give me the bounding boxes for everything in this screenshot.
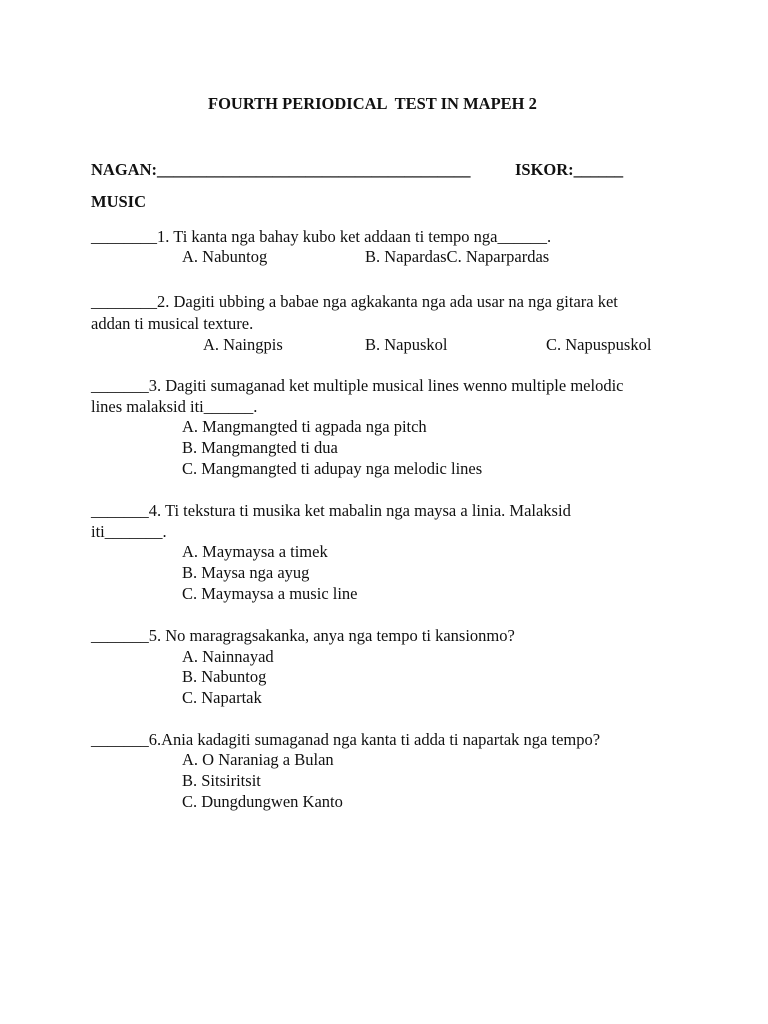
question-3-option-a: A. Mangmangted ti agpada nga pitch (182, 417, 427, 436)
question-6-option-c: C. Dungdungwen Kanto (182, 792, 343, 811)
question-2-option-a: A. Naingpis (203, 335, 283, 354)
question-5-option-b: B. Nabuntog (182, 667, 267, 686)
question-5-option-c: C. Napartak (182, 688, 262, 707)
question-1-text: ________1. Ti kanta nga bahay kubo ket addaan ti tempo nga______. (91, 227, 552, 246)
score-field-label: ISKOR:______ (515, 160, 624, 179)
question-4-text-cont: iti_______. (91, 522, 167, 541)
question-4-option-a: A. Maymaysa a timek (182, 542, 328, 561)
question-2-text: ________2. Dagiti ubbing a babae nga agkakanta nga ada usar na nga gitara ket (91, 292, 618, 311)
question-2-option-c: C. Napuspuskol (546, 335, 652, 354)
question-5-option-a: A. Nainnayad (182, 647, 274, 666)
question-3-option-c: C. Mangmangted ti adupay nga melodic lines (182, 459, 483, 478)
question-6-text: _______6.Ania kadagiti sumaganad nga kanta ti adda ti napartak nga tempo? (91, 730, 601, 749)
question-5-text: _______5. No maragragsakanka, anya nga tempo ti kansionmo? (91, 626, 515, 645)
page-title: FOURTH PERIODICAL TEST IN MAPEH 2 (208, 94, 537, 113)
question-6-option-a: A. O Naraniag a Bulan (182, 750, 334, 769)
name-field-label: NAGAN:______________________________________ (91, 160, 471, 179)
question-3-text-cont: lines malaksid iti______. (91, 397, 258, 416)
question-3-text: _______3. Dagiti sumaganad ket multiple musical lines wenno multiple melodic (91, 376, 624, 395)
question-4-option-b: B. Maysa nga ayug (182, 563, 310, 582)
question-4-option-c: C. Maymaysa a music line (182, 584, 358, 603)
question-2-option-b: B. Napuskol (365, 335, 448, 354)
question-1-option-a: A. Nabuntog (182, 247, 268, 266)
question-6-option-b: B. Sitsiritsit (182, 771, 261, 790)
question-4-text: _______4. Ti tekstura ti musika ket mabalin nga maysa a linia. Malaksid (91, 501, 571, 520)
question-2-text-cont: addan ti musical texture. (91, 314, 254, 333)
section-heading-music: MUSIC (91, 192, 147, 211)
question-3-option-b: B. Mangmangted ti dua (182, 438, 338, 457)
question-1-option-b: B. NapardasC. Naparpardas (365, 247, 550, 266)
